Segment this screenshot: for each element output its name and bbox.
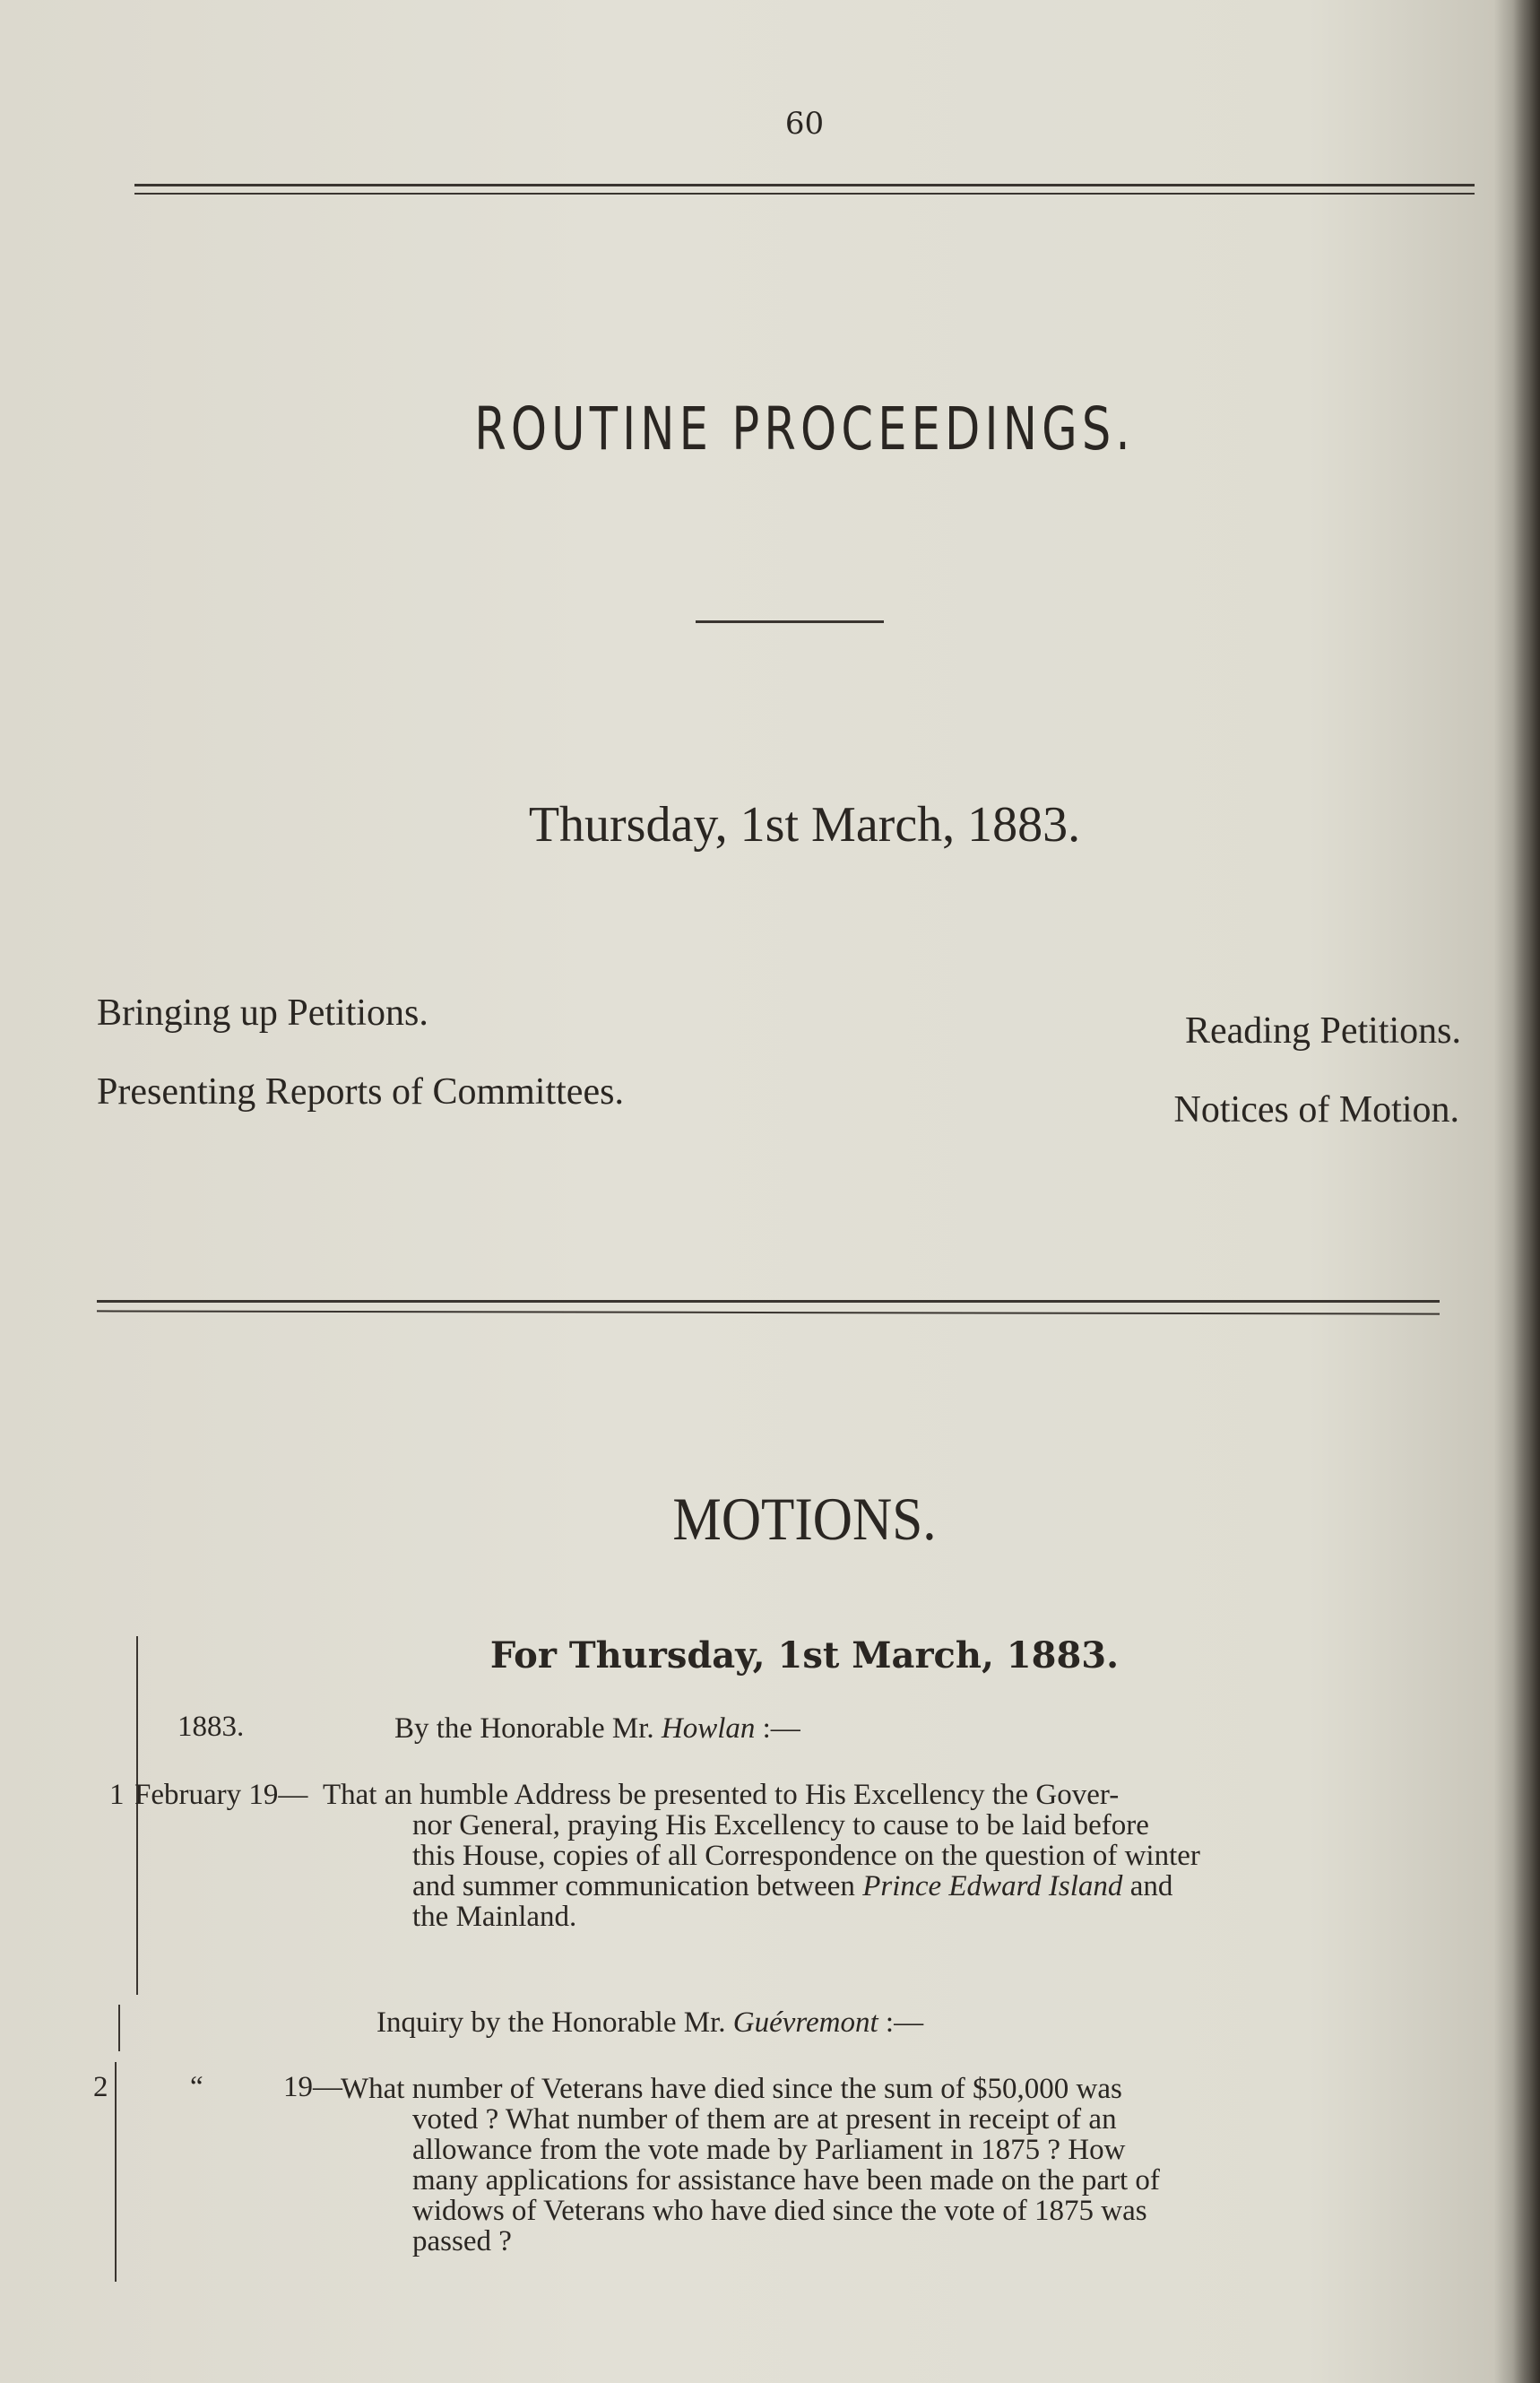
middle-rule — [97, 1300, 1440, 1303]
year-label: 1883. — [177, 1711, 245, 1743]
motion-text-line: this House, copies of all Correspondence on the question of winter — [412, 1840, 1200, 1872]
motion-date: February 19— — [134, 1779, 308, 1811]
routine-item-bringing-petitions: Bringing up Petitions. — [97, 992, 428, 1034]
mover-prefix: By the Honorable Mr. — [394, 1712, 654, 1745]
mover-suffix: :— — [878, 2006, 924, 2039]
short-rule — [696, 620, 884, 623]
motion-date: 19— — [283, 2071, 342, 2103]
routine-item-notices-of-motion: Notices of Motion. — [1173, 1089, 1459, 1131]
middle-rule-thin — [97, 1310, 1440, 1314]
motion-text-line: the Mainland. — [412, 1901, 577, 1933]
margin-line — [115, 2062, 117, 2282]
sitting-date: Thursday, 1st March, 1883. — [528, 797, 1081, 853]
motions-subheading: For Thursday, 1st March, 1883. — [489, 1634, 1120, 1677]
motion-number: 2 — [93, 2071, 108, 2103]
motion-text-line: That an humble Address be presented to His Excellency the Gover- — [323, 1779, 1120, 1811]
motion-text-line: nor General, praying His Excellency to cause to be laid before — [412, 1809, 1149, 1841]
top-rule — [134, 184, 1475, 186]
motion-mover — [376, 2006, 923, 2040]
mover-prefix: Inquiry by the Honorable Mr. — [376, 2006, 726, 2039]
motion-text-line: What number of Veterans have died since the sum of $50,000 was — [341, 2073, 1122, 2105]
mover-suffix: :— — [755, 1712, 800, 1745]
book-spine-shadow — [1513, 0, 1540, 2383]
motion-text-line: voted ? What number of them are at present in receipt of an — [412, 2103, 1117, 2136]
top-rule-thin — [134, 193, 1475, 195]
page-title: ROUTINE PROCEEDINGS. — [474, 394, 1135, 464]
motions-heading: MOTIONS. — [672, 1485, 937, 1553]
motion-text-segment: and summer communication between — [412, 1870, 855, 1902]
margin-line — [118, 2005, 120, 2051]
page-number: 60 — [784, 106, 825, 142]
routine-item-presenting-reports: Presenting Reports of Committees. — [97, 1071, 624, 1113]
motion-text-line: many applications for assistance have been made on the part of — [412, 2164, 1160, 2197]
ditto-mark: “ — [190, 2071, 203, 2103]
mover-name: Howlan — [661, 1712, 756, 1745]
motion-place-name: Prince Edward Island — [862, 1870, 1123, 1902]
routine-item-reading-petitions: Reading Petitions. — [1185, 1010, 1461, 1052]
margin-line — [136, 1636, 138, 1995]
mover-name: Guévremont — [732, 2006, 878, 2039]
motion-text-line: passed ? — [412, 2225, 512, 2257]
motion-mover — [394, 1712, 800, 1746]
motion-text-line: allowance from the vote made by Parliament in 1875 ? How — [412, 2134, 1126, 2166]
motion-text-line: widows of Veterans who have died since the vote of 1875 was — [412, 2195, 1147, 2227]
motion-text-line — [412, 1870, 1172, 1903]
motion-text-segment: and — [1122, 1870, 1173, 1902]
motion-number: 1 — [109, 1779, 125, 1811]
